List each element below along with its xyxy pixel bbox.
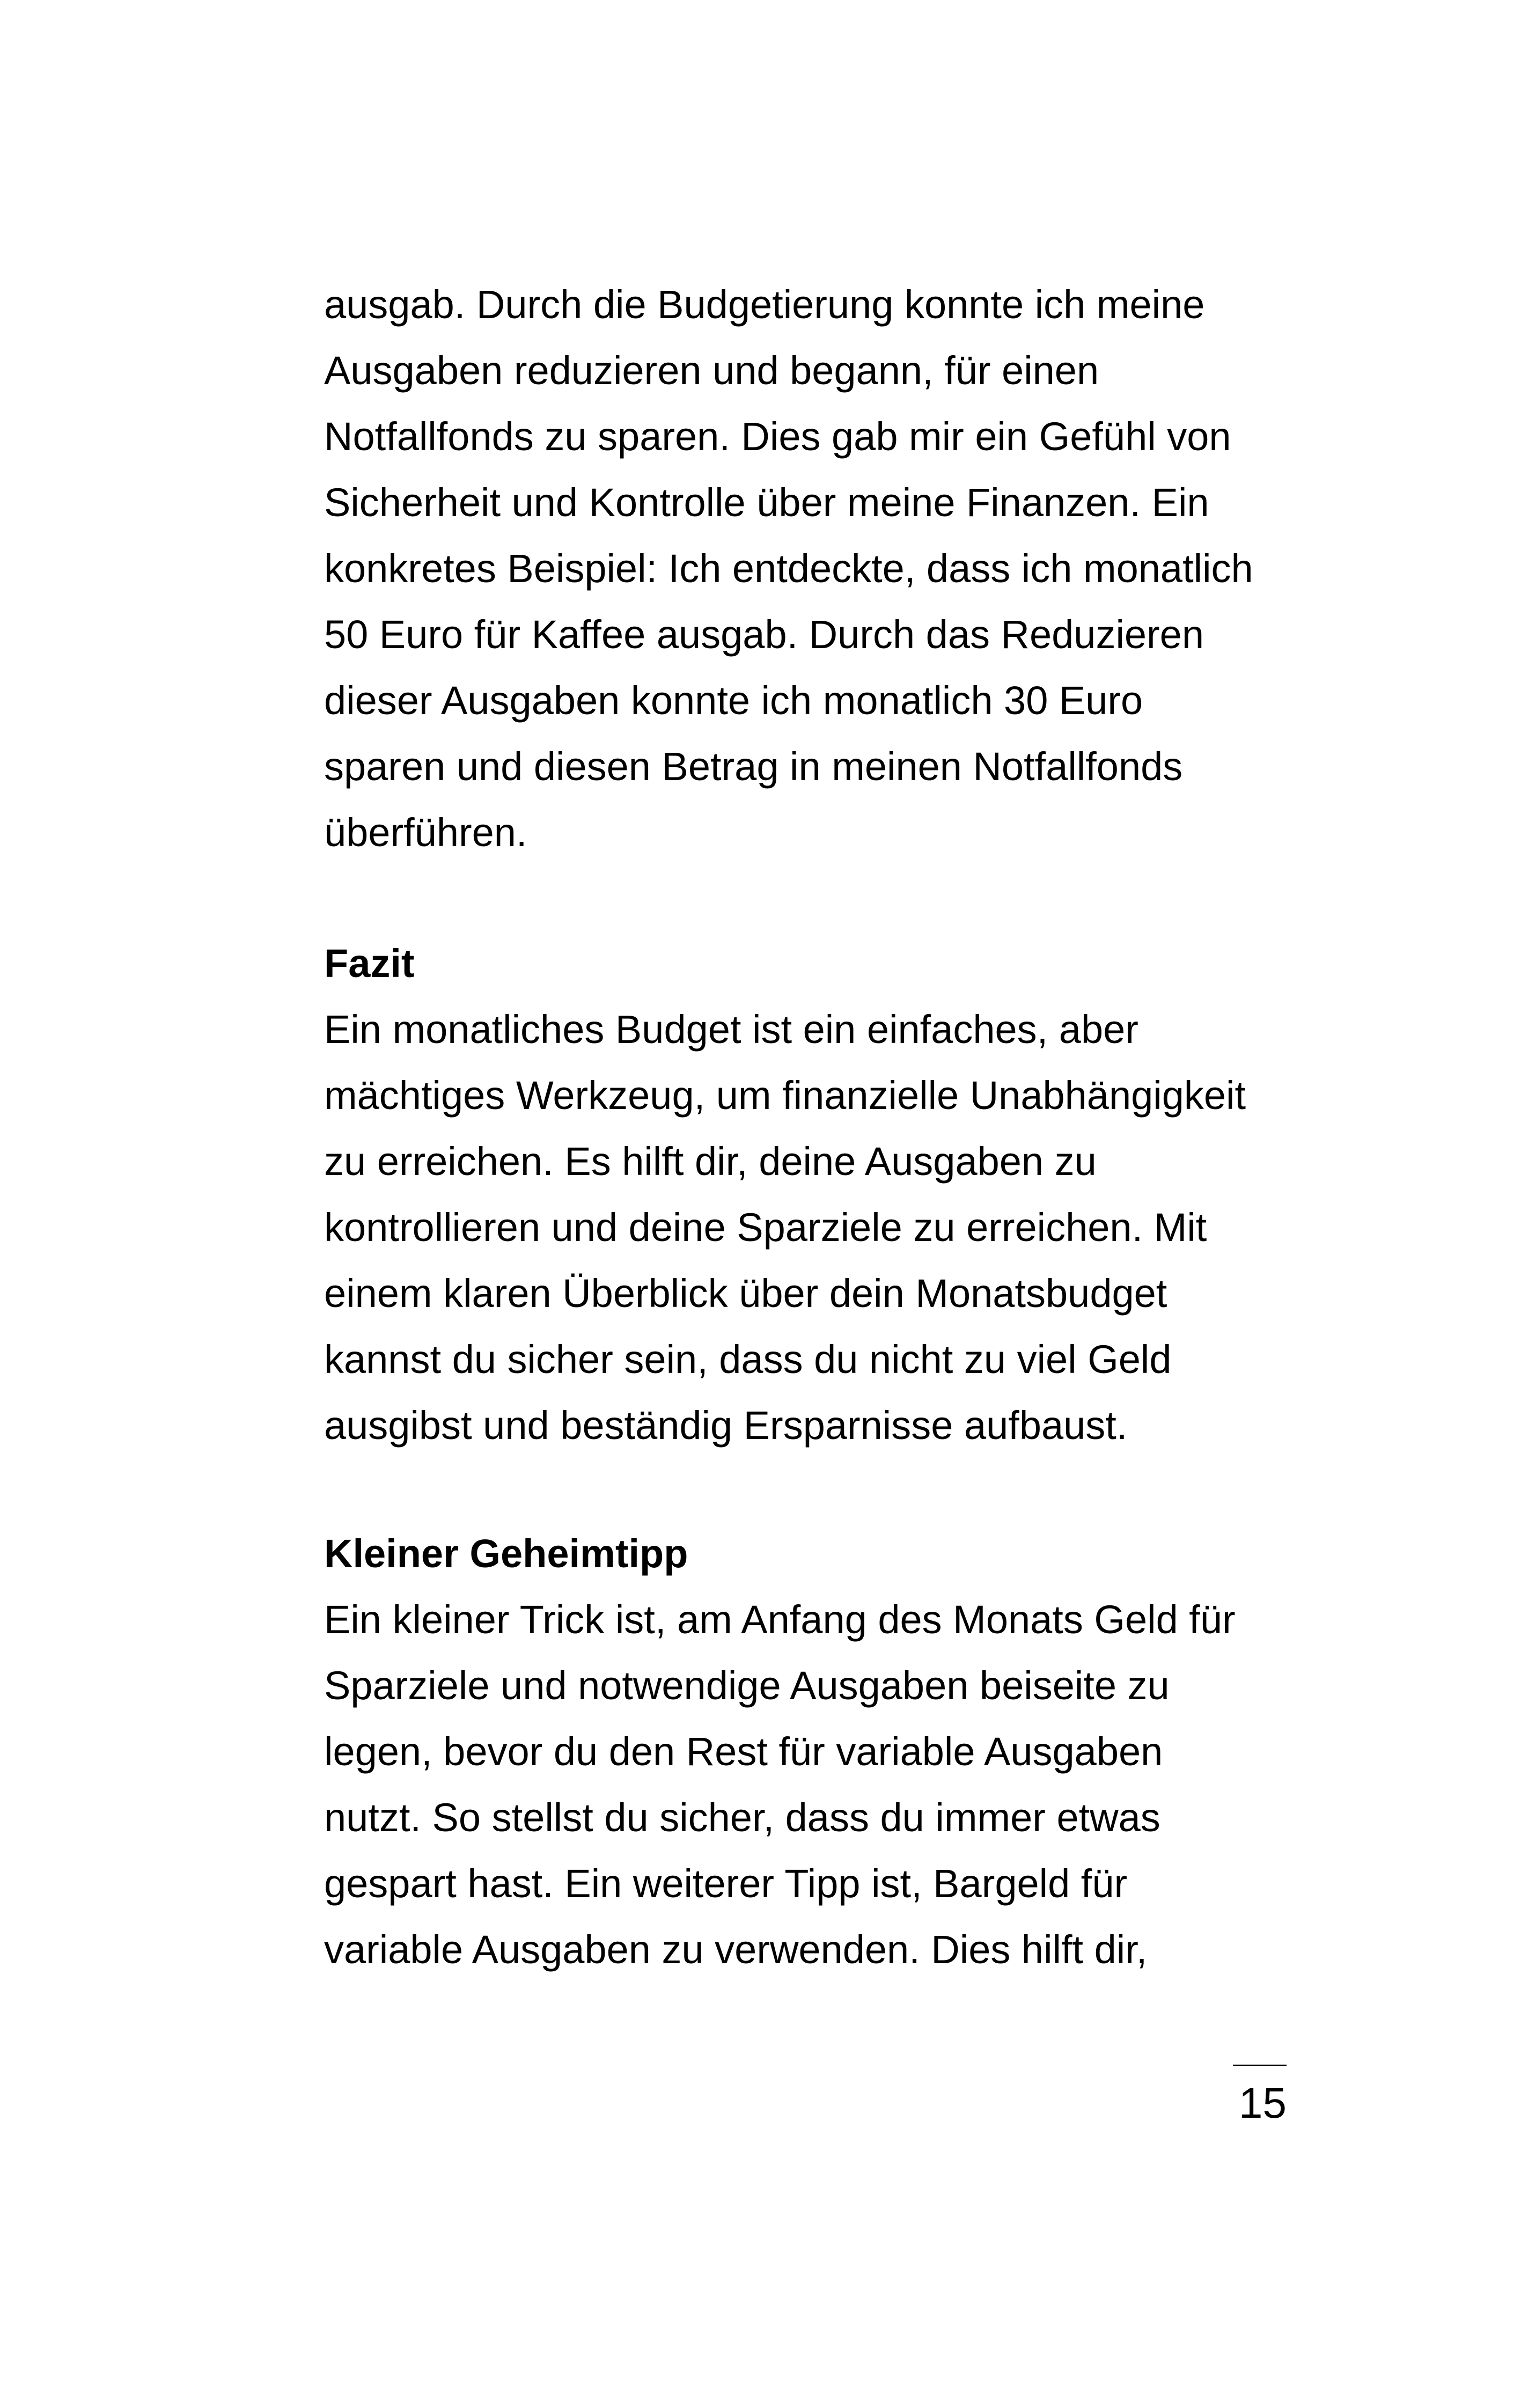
fazit-heading: Fazit bbox=[324, 941, 415, 986]
fazit-section bbox=[324, 930, 1311, 1458]
geheimtipp-line-4: nutzt. So stellst du sicher, dass du immer etwas bbox=[324, 1795, 1160, 1840]
fazit-line-7: ausgibst und beständig Ersparnisse aufbaust. bbox=[324, 1403, 1128, 1448]
intro-line-5: konkretes Beispiel: Ich entdeckte, dass ich monatlich bbox=[324, 546, 1253, 591]
geheimtipp-line-3: legen, bevor du den Rest für variable Ausgaben bbox=[324, 1729, 1163, 1774]
intro-line-3: Notfallfonds zu sparen. Dies gab mir ein Gefühl von bbox=[324, 414, 1231, 459]
geheimtipp-line-2: Sparziele und notwendige Ausgaben beiseite zu bbox=[324, 1663, 1170, 1708]
geheimtipp-line-1: Ein kleiner Trick ist, am Anfang des Monats Geld für bbox=[324, 1597, 1236, 1642]
fazit-line-4: kontrollieren und deine Sparziele zu erreichen. Mit bbox=[324, 1205, 1207, 1250]
intro-line-2: Ausgaben reduzieren und begann, für einen bbox=[324, 348, 1099, 393]
fazit-line-1: Ein monatliches Budget ist ein einfaches, aber bbox=[324, 1007, 1138, 1052]
geheimtipp-heading: Kleiner Geheimtipp bbox=[324, 1531, 688, 1576]
intro-line-7: dieser Ausgaben konnte ich monatlich 30 Euro bbox=[324, 678, 1143, 723]
fazit-line-6: kannst du sicher sein, dass du nicht zu viel Geld bbox=[324, 1337, 1172, 1382]
intro-line-9: überführen. bbox=[324, 810, 527, 855]
fazit-line-3: zu erreichen. Es hilft dir, deine Ausgaben zu bbox=[324, 1139, 1097, 1184]
intro-line-4: Sicherheit und Kontrolle über meine Finanzen. Ein bbox=[324, 480, 1209, 525]
intro-line-6: 50 Euro für Kaffee ausgab. Durch das Reduzieren bbox=[324, 612, 1204, 657]
page-number: 15 bbox=[1239, 2079, 1287, 2127]
fazit-line-5: einem klaren Überblick über dein Monatsbudget bbox=[324, 1271, 1167, 1316]
geheimtipp-line-6: variable Ausgaben zu verwenden. Dies hilft dir, bbox=[324, 1927, 1148, 1972]
fazit-line-2: mächtiges Werkzeug, um finanzielle Unabhängigkeit bbox=[324, 1073, 1246, 1118]
intro-paragraph bbox=[324, 271, 1311, 865]
geheimtipp-line-5: gespart hast. Ein weiterer Tipp ist, Bargeld für bbox=[324, 1861, 1128, 1906]
geheimtipp-section bbox=[324, 1521, 1311, 1983]
intro-line-1: ausgab. Durch die Budgetierung konnte ich meine bbox=[324, 282, 1205, 327]
page-number-rule bbox=[1233, 2065, 1287, 2066]
intro-line-8: sparen und diesen Betrag in meinen Notfallfonds bbox=[324, 744, 1183, 789]
